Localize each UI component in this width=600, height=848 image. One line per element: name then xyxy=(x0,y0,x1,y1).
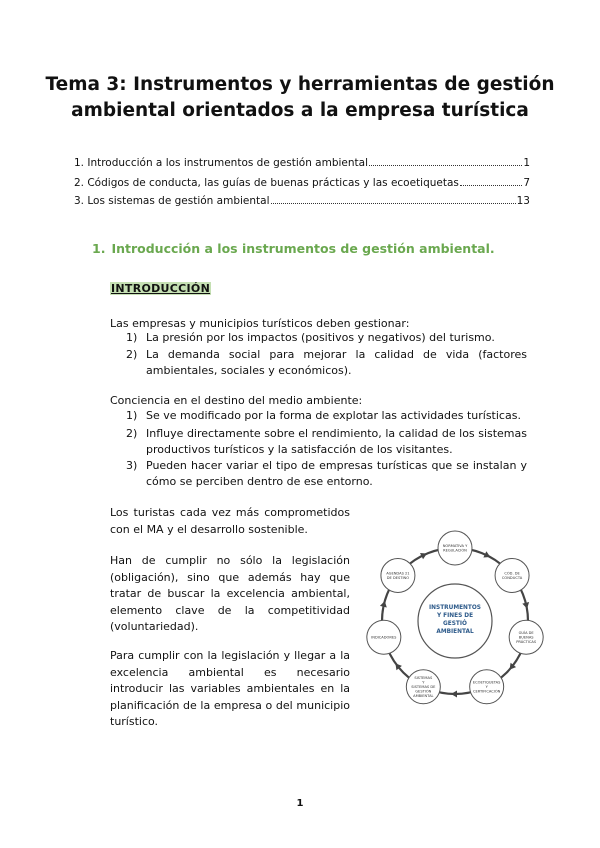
diagram-node-label: BUENAS xyxy=(518,635,534,640)
toc-page: 1 xyxy=(523,157,530,169)
diagram-node-label: CÓD. DE xyxy=(504,571,520,576)
page-title xyxy=(40,72,560,124)
toc-leader xyxy=(369,165,522,166)
toc-page: 7 xyxy=(523,177,530,189)
toc-leader xyxy=(460,185,522,186)
column-paragraph-1: Los turistas cada vez más comprometidos con el MA y el desarrollo sostenible. xyxy=(110,506,350,536)
center-label: AMBIENTAL xyxy=(436,629,474,635)
diagram-node-label: DE DESTINO xyxy=(386,575,410,580)
diagram-node-label: GESTIÓN xyxy=(415,689,432,694)
section-heading-1 xyxy=(92,241,495,256)
diagram-node-label: GUÍA DE xyxy=(518,630,534,635)
list-number: 1) xyxy=(126,409,138,422)
paragraph-1: Las empresas y municipios turísticos deben gestionar: xyxy=(110,317,410,330)
column-paragraph-2: Han de cumplir no sólo la legislación (obligación), sino que además hay que tratar de buscar la excelencia ambiental, elemento clave de la competitividad (voluntariedad). xyxy=(110,554,350,633)
toc-entry-1[interactable] xyxy=(74,157,530,169)
list-text: Pueden hacer variar el tipo de empresas turísticas que se instalan y cómo se perciben dentro de ese entorno. xyxy=(146,459,527,488)
diagram-node-label: CONDUCTA xyxy=(501,575,523,580)
toc-page: 13 xyxy=(516,195,530,207)
toc-entry-2[interactable] xyxy=(74,177,530,189)
diagram-node-label: SISTEMAS DE xyxy=(411,684,436,689)
diagram-node-label: AMBIENTAL xyxy=(413,694,434,699)
diagram-node-label: ECOETIQUETAS xyxy=(472,680,501,685)
column-paragraph-3: Para cumplir con la legislación y llegar a la excelencia ambiental es necesario introducir las variables ambientales en la planificación de la empresa o del municipio turístico. xyxy=(110,649,350,728)
list1-item xyxy=(126,347,527,379)
list2-item xyxy=(126,408,527,424)
diagram-node-label: Y xyxy=(422,680,425,685)
toc-label: 3. Los sistemas de gestión ambiental xyxy=(74,195,270,207)
list-number: 2) xyxy=(126,427,138,440)
diagram-node-label: AGENDAS 21 xyxy=(386,571,410,576)
list-number: 2) xyxy=(126,348,138,361)
toc-entry-3[interactable] xyxy=(74,195,530,207)
diagram-node-label: NORMATIVA Y xyxy=(442,543,468,548)
list-number: 1) xyxy=(126,331,138,344)
diagram-node-label: PRÁCTICAS xyxy=(516,640,537,645)
ring-arrowhead xyxy=(380,601,387,608)
list-text: Se ve modificado por la forma de explotar las actividades turísticas. xyxy=(146,409,521,422)
center-label: INSTRUMENTOS xyxy=(429,605,481,611)
toc-leader xyxy=(271,203,516,204)
toc-label: 1. Introducción a los instrumentos de gestión ambiental xyxy=(74,157,369,169)
ring-arrowhead xyxy=(451,691,457,698)
list-text: Influye directamente sobre el rendimiento, la calidad de los sistemas productivos turísticos y la satisfacción de los visitantes. xyxy=(146,427,527,456)
diagram-node-label: INDICADORES xyxy=(371,635,397,640)
intro-label: INTRODUCCIÓN xyxy=(111,282,211,295)
center-label: GESTIÓ xyxy=(443,621,467,627)
list-text: La demanda social para mejorar la calidad de vida (factores ambientales, sociales y económicos). xyxy=(146,348,527,377)
list1-item xyxy=(126,330,527,346)
title-line-2: ambiental orientados a la empresa turística xyxy=(71,100,529,121)
toc-label: 2. Códigos de conducta, las guías de buenas prácticas y las ecoetiquetas xyxy=(74,177,459,189)
diagram-node-label: SISTEMAS xyxy=(414,675,433,680)
diagram-node-label: REGULACIÓN xyxy=(443,548,467,553)
list-text: La presión por los impactos (positivos y negativos) del turismo. xyxy=(146,331,495,344)
section-number: 1. xyxy=(92,241,106,256)
center-label: Y FINES DE xyxy=(436,613,474,619)
page-number: 1 xyxy=(296,798,304,809)
management-instruments-diagram xyxy=(360,518,550,723)
diagram-svg xyxy=(360,518,550,723)
diagram-node-label: Y xyxy=(485,684,488,689)
list2-item xyxy=(126,426,527,458)
list2-item xyxy=(126,458,527,490)
paragraph-2: Conciencia en el destino del medio ambiente: xyxy=(110,394,363,407)
diagram-node-label: CERTIFICACIÓN xyxy=(472,689,501,694)
list-number: 3) xyxy=(126,459,138,472)
title-line-1: Tema 3: Instrumentos y herramientas de gestión xyxy=(45,74,555,95)
section-title: Introducción a los instrumentos de gestión ambiental. xyxy=(111,241,495,256)
